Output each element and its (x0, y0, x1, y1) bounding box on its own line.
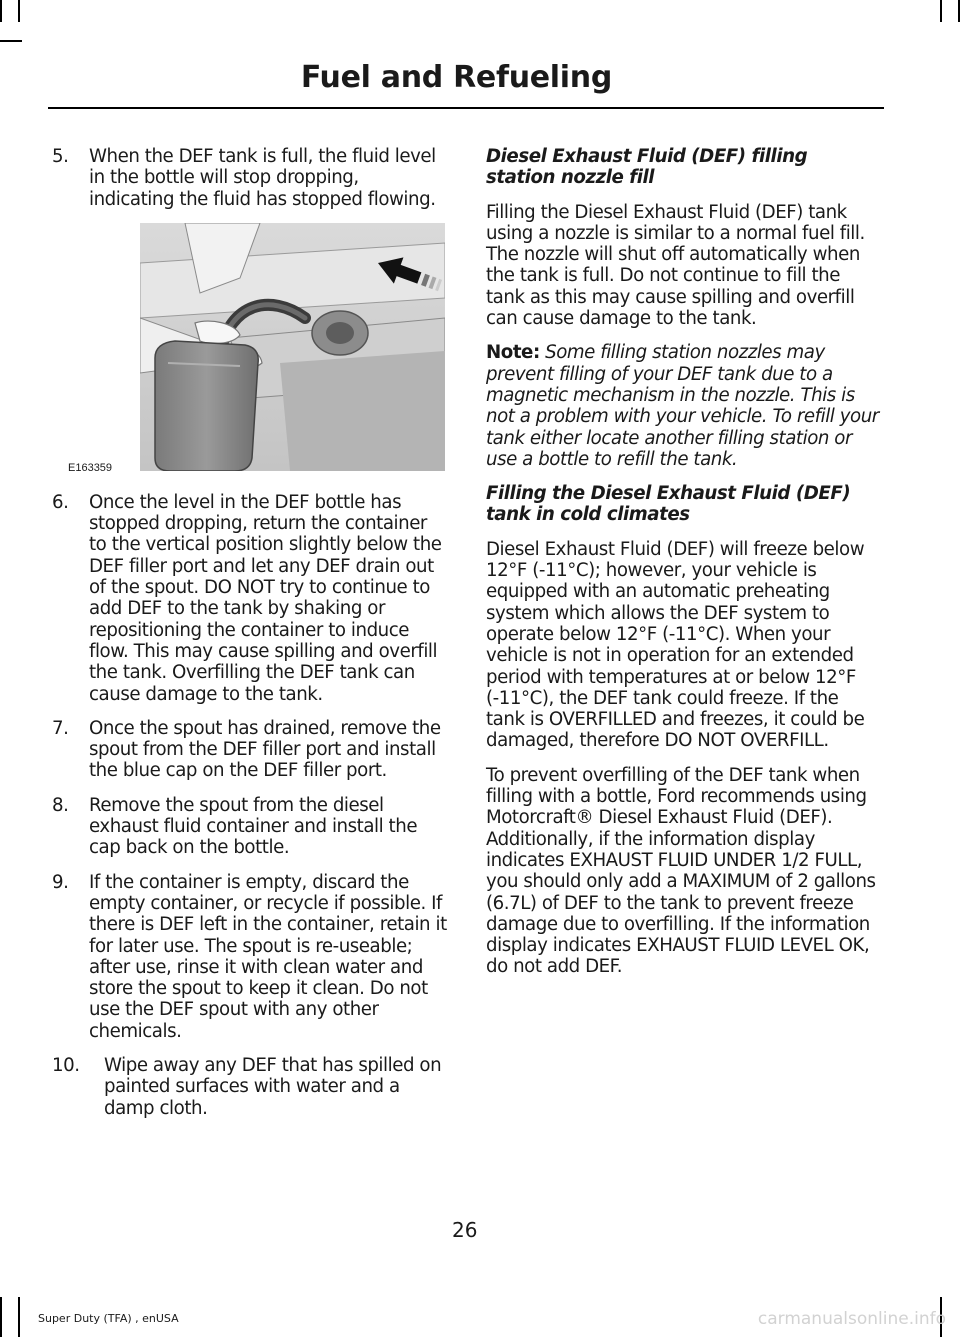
list-item (52, 795, 448, 859)
list-item-number: 5. (52, 146, 69, 167)
list-item (52, 1055, 448, 1119)
note-label: Note: (486, 342, 540, 364)
list-item (52, 872, 448, 1042)
crop-mark (18, 0, 20, 22)
def-bottle-filling-illustration (140, 223, 445, 471)
section-heading: Filling the Diesel Exhaust Fluid (DEF) tank in cold climates (486, 483, 851, 526)
note-text: Some filling station nozzles may prevent filling of your DEF tank due to a magnetic mechanism in the nozzle. This is not a problem with your vehicle. To refill your tank either locate another filling station or use a bottle to refill the tank. (486, 342, 879, 470)
list-item-text: When the DEF tank is full, the fluid level in the bottle will stop dropping, indicating the fluid has stopped flowing. (89, 146, 436, 210)
note (486, 342, 881, 470)
page-number: 26 (452, 1218, 478, 1242)
section-heading: Diesel Exhaust Fluid (DEF) filling station nozzle fill (486, 146, 808, 189)
list-item (52, 146, 448, 210)
illustration-code: E163359 (68, 461, 113, 474)
paragraph: Diesel Exhaust Fluid (DEF) will freeze below 12°F (-11°C); however, your vehicle is equipped with an automatic preheating system which allows the DEF system to operate below 12°F (-11°C). When your vehicle is not in operation for an extended period with temperatures at or below 12°F (-11°C), the DEF tank could freeze. If the tank is OVERFILLED and freezes, it could be damaged, therefore DO NOT OVERFILL. (486, 538, 865, 752)
left-column (52, 146, 448, 1132)
list-item (52, 718, 448, 782)
crop-mark (940, 0, 942, 22)
list-item-text: If the container is empty, discard the empty container, or recycle if possible. If there is DEF left in the container, retain it for later use. The spout is re-useable; after use, rinse it with clean water and store the spout to keep it clean. Do not use the DEF spout with any other chemicals. (89, 871, 447, 1042)
page-title: Fuel and Refueling (300, 60, 612, 95)
list-item (52, 492, 448, 705)
paragraph: Filling the Diesel Exhaust Fluid (DEF) tank using a nozzle is similar to a normal fuel fill. The nozzle will shut off automatically when the tank is full. Do not continue to fill the tank as this may cause spilling and overfill can cause damage to the tank. (486, 201, 865, 330)
crop-mark (18, 1297, 20, 1337)
paragraph: To prevent overfilling of the DEF tank when filling with a bottle, Ford recommends using Motorcraft® Diesel Exhaust Fluid (DEF). Additionally, if the information display indicates EXHAUST FLUID UNDER 1/2 FULL, you should only add a MAXIMUM of 2 gallons (6.7L) of DEF to the tank to prevent freeze damage due to overfilling. If the information display indicates EXHAUST FLUID LEVEL OK, do not add DEF. (486, 764, 876, 978)
list-item-number: 8. (52, 794, 69, 816)
crop-mark (0, 40, 22, 42)
illustration (52, 223, 448, 479)
right-column (486, 146, 881, 991)
header-divider (48, 107, 884, 109)
list-item-number: 9. (52, 871, 69, 893)
list-item-number: 7. (52, 717, 69, 739)
watermark: carmanualsonline.info (757, 1309, 946, 1329)
list-item-text: Once the level in the DEF bottle has stopped dropping, return the container to the vertical position slightly below the DEF filler port and let any DEF drain out of the spout. DO NOT try to continue to add DEF to the tank by shaking or repositioning the container to induce flow. This may cause spilling and overfill the tank. Overfilling the DEF tank can cause damage to the tank. (89, 491, 442, 705)
footer-text: Super Duty (TFA) , enUSA (38, 1312, 179, 1325)
list-item-number: 10. (52, 1055, 80, 1077)
list-item-text: Once the spout has drained, remove the spout from the DEF filler port and install the blue cap on the DEF filler port. (89, 717, 441, 782)
list-item-text: Wipe away any DEF that has spilled on painted surfaces with water and a damp cloth. (104, 1055, 442, 1119)
list-item-text: Remove the spout from the diesel exhaust fluid container and install the cap back on the bottle. (89, 794, 418, 859)
crop-mark (0, 0, 2, 22)
list-item-number: 6. (52, 491, 69, 513)
crop-mark (0, 1297, 2, 1337)
